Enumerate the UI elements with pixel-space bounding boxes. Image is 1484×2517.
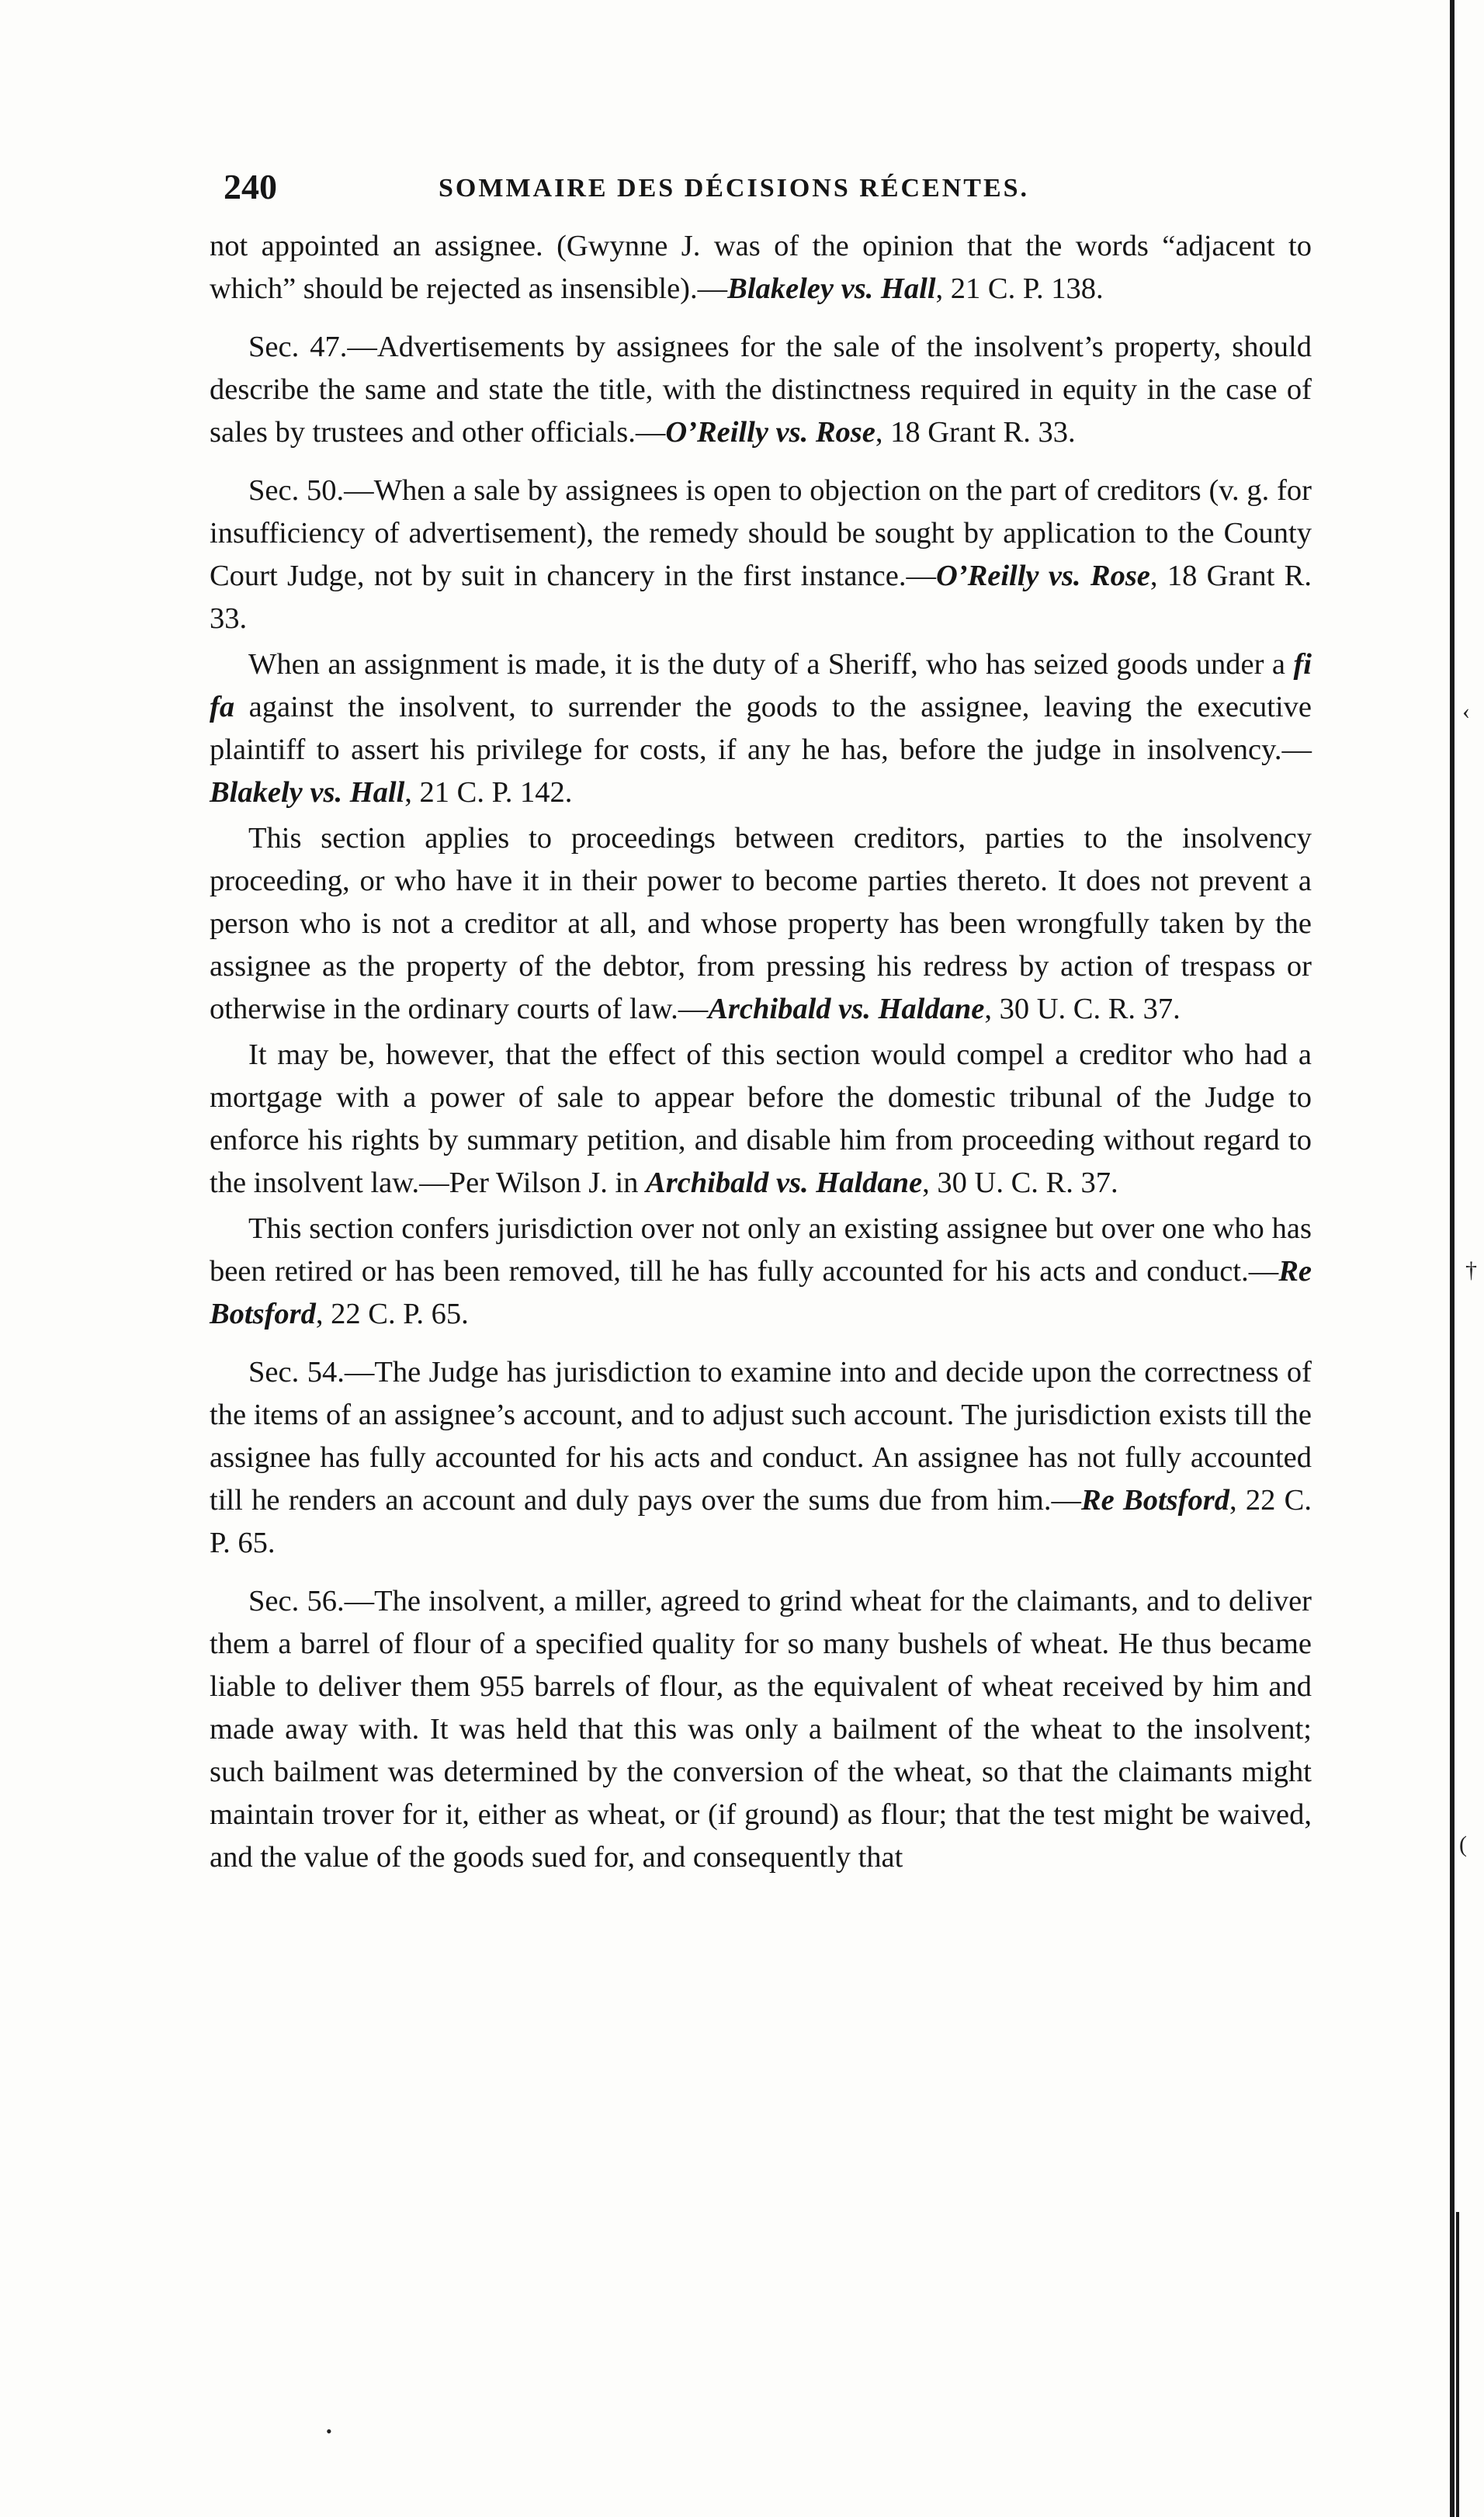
page-header xyxy=(210,155,1312,225)
paragraph-sheriff-duty xyxy=(210,643,1312,814)
paragraph-sec-47 xyxy=(210,326,1312,454)
citation-reference: , 30 U. C. R. 37. xyxy=(922,1167,1118,1199)
citation-reference: , 22 C. P. 65. xyxy=(315,1298,469,1330)
citation-reference: , 18 Grant R. 33. xyxy=(875,416,1076,449)
paragraph-jurisdiction xyxy=(210,1208,1312,1336)
paragraph-sec-50 xyxy=(210,470,1312,640)
page xyxy=(210,155,1312,1895)
case-citation: Archibald vs. Haldane xyxy=(646,1167,923,1199)
page-number: 240 xyxy=(224,167,277,206)
paragraph-section-applies xyxy=(210,817,1312,1031)
paragraph-text: When an assignment is made, it is the duty of a Sheriff, who has seized goods under a xyxy=(248,648,1294,681)
paragraph-continuation xyxy=(210,225,1312,310)
citation-reference: , 30 U. C. R. 37. xyxy=(984,993,1181,1025)
citation-reference: , 21 C. P. 142. xyxy=(404,776,573,809)
paragraph-text: Sec. 50.—When a sale by assignees is open to objection on the part of creditors (v. g. for insufficiency of advertisement), the remedy should be sought by application to the County Court Judge, not by suit in chancery in the first instance.— xyxy=(210,474,1312,592)
paragraph-mortgage xyxy=(210,1034,1312,1205)
case-citation: O’Reilly vs. Rose xyxy=(665,416,875,449)
margin-mark: ‹ xyxy=(1462,699,1470,724)
margin-mark: ( xyxy=(1459,1832,1467,1857)
paragraph-text: not appointed an assignee. (Gwynne J. was of the opinion that the words “adjacent to which” should be rejected as insensible).— xyxy=(210,230,1312,305)
paragraph-text: Sec. 56.—The insolvent, a miller, agreed to grind wheat for the claimants, and to deliver them a barrel of flour of a specified quality for so many bushels of wheat. He thus became liable to deliver them 955 barrels of flour, as the equivalent of wheat received by him and made away with. It was held that this was only a bailment of the wheat to the insolvent; such bailment was determined by the conversion of the wheat, so that the claimants might maintain trover for it, either as wheat, or (if ground) as flour; that the test might be waived, and the value of the goods sued for, and consequently that xyxy=(210,1585,1312,1874)
case-citation: Re Botsford xyxy=(210,1255,1312,1330)
paragraph-text: This section applies to proceedings between creditors, parties to the insolvency proceeding, or who have it in their power to become parties thereto. It does not prevent a person who is not a creditor at all, and whose property has been wrongfully taken by the assignee as the property of the debtor, from pressing his redress by action of trespass or otherwise in the ordinary courts of law.— xyxy=(210,822,1312,1025)
case-citation: Blakeley vs. Hall xyxy=(727,272,936,305)
citation-reference: , 22 C. P. 65. xyxy=(210,1484,1312,1559)
case-citation: Re Botsford xyxy=(1080,1484,1229,1517)
case-citation: Archibald vs. Haldane xyxy=(708,993,985,1025)
paragraph-text: This section confers jurisdiction over not only an existing assignee but over one who has been retired or has been removed, till he has fully accounted for his acts and conduct.— xyxy=(210,1212,1312,1288)
case-citation: Blakely vs. Hall xyxy=(210,776,405,809)
paragraph-text: against the insolvent, to surrender the goods to the assignee, leaving the executive plaintiff to assert his privilege for costs, if any he has, before the judge in insolvency.— xyxy=(210,691,1312,766)
right-edge-rule xyxy=(1450,0,1455,2517)
stray-mark: • xyxy=(326,2422,332,2441)
citation-reference: , 18 Grant R. 33. xyxy=(210,560,1312,635)
paragraph-text: It may be, however, that the effect of this section would compel a creditor who had a mortgage with a power of sale to appear before the domestic tribunal of the Judge to enforce his rights by summary petition, and disable him from proceeding without regard to the insolvent law.—Per Wilson J. in xyxy=(210,1038,1312,1199)
running-head: SOMMAIRE DES DÉCISIONS RÉCENTES. xyxy=(439,174,1030,203)
writ-term: fi fa xyxy=(210,648,1312,723)
case-citation: O’Reilly vs. Rose xyxy=(935,560,1150,592)
paragraph-sec-56 xyxy=(210,1580,1312,1879)
paragraph-sec-54 xyxy=(210,1351,1312,1565)
paragraph-text: Sec. 54.—The Judge has jurisdiction to examine into and decide upon the correctness of the items of an assignee’s account, and to adjust such account. The jurisdiction exists till the assignee has fully accounted for his acts and conduct. An assignee has not fully accounted till he renders an account and duly pays over the sums due from him.— xyxy=(210,1356,1312,1517)
margin-mark: † xyxy=(1465,1257,1477,1283)
paragraph-text: Sec. 47.—Advertisements by assignees for the sale of the insolvent’s property, should describe the same and state the title, with the distinctness required in equity in the case of sales by trustees and other officials.— xyxy=(210,331,1312,449)
binding-rule-lower xyxy=(1456,2212,1459,2517)
citation-reference: , 21 C. P. 138. xyxy=(935,272,1104,305)
